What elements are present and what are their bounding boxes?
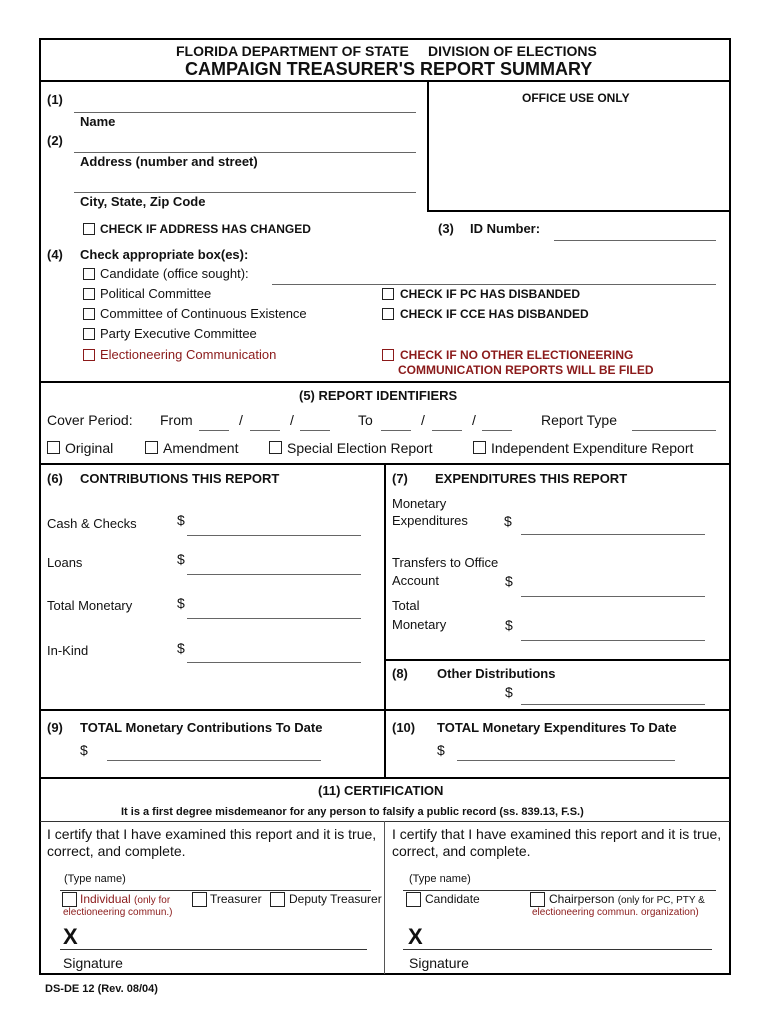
to-day-input[interactable]	[432, 414, 462, 431]
no-other-ec-label-line1: CHECK IF NO OTHER ELECTIONEERING	[400, 348, 634, 362]
total-monetary-contrib-label: Total Monetary	[47, 598, 133, 613]
total-monetary-exp-label-2: Monetary	[392, 617, 447, 632]
cce-disbanded-checkbox[interactable]	[382, 308, 394, 320]
political-committee-checkbox[interactable]	[83, 288, 95, 300]
from-label: From	[160, 412, 193, 428]
address-changed-label: CHECK IF ADDRESS HAS CHANGED	[100, 222, 311, 236]
signature-line-right[interactable]	[403, 935, 712, 950]
original-checkbox[interactable]	[47, 441, 60, 454]
monetary-expenditures-label-1: Monetary	[392, 496, 447, 511]
no-other-ec-checkbox[interactable]	[382, 349, 394, 361]
cce-checkbox[interactable]	[83, 308, 95, 320]
report-type-label: Report Type	[541, 412, 618, 428]
cce-disbanded-label: CHECK IF CCE HAS DISBANDED	[400, 307, 589, 321]
page-title: CAMPAIGN TREASURER'S REPORT SUMMARY	[185, 59, 593, 79]
id-number-input[interactable]	[554, 224, 716, 241]
divider	[40, 80, 730, 82]
chairperson-note: (only for PC, PTY &	[617, 895, 705, 906]
item-number-10: (10)	[392, 720, 416, 735]
to-year-input[interactable]	[482, 414, 512, 431]
other-distributions-input[interactable]	[521, 688, 705, 705]
date-separator: /	[239, 412, 243, 428]
currency-symbol: $	[177, 551, 185, 567]
certification-heading: (11) CERTIFICATION	[318, 783, 444, 798]
item-number-2: (2)	[47, 133, 63, 148]
typed-name-right-input[interactable]	[403, 874, 716, 891]
divider	[40, 381, 730, 383]
original-label: Original	[65, 440, 114, 456]
independent-expenditure-checkbox[interactable]	[473, 441, 486, 454]
candidate-cert-checkbox[interactable]	[406, 892, 421, 907]
total-contributions-heading: TOTAL Monetary Contributions To Date	[80, 720, 323, 735]
candidate-cert-label: Candidate	[425, 892, 480, 906]
individual-checkbox[interactable]	[62, 892, 77, 907]
city-state-zip-label: City, State, Zip Code	[80, 194, 206, 209]
column-divider	[384, 463, 386, 779]
cash-checks-input[interactable]	[187, 519, 361, 536]
total-expenditures-heading: TOTAL Monetary Expenditures To Date	[437, 720, 677, 735]
report-identifiers-heading: (5) REPORT IDENTIFIERS	[299, 388, 458, 403]
transfers-label-1: Transfers to Office	[392, 555, 499, 570]
chairperson-label-text: Chairperson	[549, 892, 615, 906]
deputy-treasurer-label: Deputy Treasurer	[289, 892, 382, 906]
independent-expenditure-label: Independent Expenditure Report	[491, 440, 694, 456]
typed-name-left-input[interactable]	[60, 874, 371, 891]
treasurer-label: Treasurer	[210, 892, 262, 906]
loans-label: Loans	[47, 555, 83, 570]
special-election-label: Special Election Report	[287, 440, 433, 456]
amendment-checkbox[interactable]	[145, 441, 158, 454]
address-changed-checkbox[interactable]	[83, 223, 95, 235]
in-kind-input[interactable]	[187, 646, 361, 663]
report-type-input[interactable]	[632, 414, 716, 431]
candidate-label: Candidate (office sought):	[100, 266, 249, 281]
currency-symbol: $	[437, 742, 445, 758]
contributions-heading: CONTRIBUTIONS THIS REPORT	[80, 471, 280, 486]
monetary-expenditures-label-2: Expenditures	[392, 513, 468, 528]
item-number-4: (4)	[47, 247, 63, 262]
currency-symbol: $	[505, 617, 513, 633]
item-number-7: (7)	[392, 471, 408, 486]
chairperson-checkbox[interactable]	[530, 892, 545, 907]
total-contributions-input[interactable]	[107, 744, 321, 761]
certify-statement-right-1: I certify that I have examined this report and it is true,	[392, 826, 722, 842]
date-separator: /	[472, 412, 476, 428]
name-label: Name	[80, 114, 116, 129]
amendment-label: Amendment	[163, 440, 239, 456]
currency-symbol: $	[504, 513, 512, 529]
total-monetary-exp-input[interactable]	[521, 624, 705, 641]
city-state-zip-input[interactable]	[74, 176, 416, 193]
office-use-only-label: OFFICE USE ONLY	[522, 91, 630, 105]
certify-statement-left-1: I certify that I have examined this report and it is true,	[47, 826, 377, 842]
item-number-3: (3)	[438, 221, 454, 236]
from-day-input[interactable]	[250, 414, 280, 431]
form-id: DS-DE 12 (Rev. 08/04)	[45, 983, 158, 995]
in-kind-label: In-Kind	[47, 643, 89, 658]
currency-symbol: $	[177, 640, 185, 656]
item-number-1: (1)	[47, 92, 63, 107]
transfers-label-2: Account	[392, 573, 439, 588]
individual-note: (only for	[134, 895, 171, 906]
signature-label-left: Signature	[63, 955, 123, 971]
total-monetary-exp-label-1: Total	[392, 598, 420, 613]
signature-label-right: Signature	[409, 955, 469, 971]
pc-disbanded-checkbox[interactable]	[382, 288, 394, 300]
from-year-input[interactable]	[300, 414, 330, 431]
currency-symbol: $	[80, 742, 88, 758]
signature-x-mark-left: X	[63, 924, 78, 949]
currency-symbol: $	[505, 684, 513, 700]
individual-label-text: Individual	[80, 892, 131, 906]
certify-statement-right-2: correct, and complete.	[392, 843, 531, 859]
to-month-input[interactable]	[381, 414, 411, 431]
party-executive-checkbox[interactable]	[83, 328, 95, 340]
individual-note-2: electioneering commun.)	[63, 907, 173, 918]
certification-warning: It is a first degree misdemeanor for any person to falsify a public record (ss. 839.13, F.S.)	[121, 806, 584, 818]
transfers-input[interactable]	[521, 580, 705, 597]
to-label: To	[358, 412, 373, 428]
political-committee-label: Political Committee	[100, 286, 212, 301]
divider	[40, 777, 730, 779]
office-box-left-border	[427, 80, 429, 212]
chairperson-note-2: electioneering commun. organization)	[532, 907, 699, 918]
signature-x-mark-right: X	[408, 924, 423, 949]
currency-symbol: $	[177, 595, 185, 611]
cover-period-label: Cover Period:	[47, 412, 133, 428]
individual-label	[80, 893, 170, 907]
office-box-bottom-border	[427, 210, 730, 212]
id-number-label: ID Number:	[470, 221, 541, 236]
special-election-checkbox[interactable]	[269, 441, 282, 454]
monetary-expenditures-input[interactable]	[521, 518, 705, 535]
type-name-label-left: (Type name)	[64, 873, 126, 885]
electioneering-checkbox[interactable]	[83, 349, 95, 361]
expenditures-heading: EXPENDITURES THIS REPORT	[435, 471, 628, 486]
chairperson-label	[549, 893, 705, 907]
no-other-ec-label-line2: COMMUNICATION REPORTS WILL BE FILED	[398, 363, 654, 377]
from-month-input[interactable]	[199, 414, 229, 431]
divider	[384, 659, 730, 661]
division-name: DIVISION OF ELECTIONS	[428, 43, 597, 59]
date-separator: /	[421, 412, 425, 428]
currency-symbol: $	[505, 573, 513, 589]
electioneering-label: Electioneering Communication	[100, 347, 277, 362]
divider	[40, 821, 730, 822]
address-label: Address (number and street)	[80, 154, 258, 169]
divider	[40, 709, 730, 711]
deputy-treasurer-checkbox[interactable]	[270, 892, 285, 907]
cash-checks-label: Cash & Checks	[47, 516, 137, 531]
agency-name: FLORIDA DEPARTMENT OF STATE	[176, 43, 409, 59]
item-number-8: (8)	[392, 666, 408, 681]
total-expenditures-input[interactable]	[457, 744, 675, 761]
party-executive-label: Party Executive Committee	[100, 326, 257, 341]
address-input[interactable]	[74, 136, 416, 153]
certify-statement-left-2: correct, and complete.	[47, 843, 186, 859]
office-sought-input[interactable]	[272, 268, 716, 285]
item-number-6: (6)	[47, 471, 63, 486]
total-monetary-contrib-input[interactable]	[187, 602, 361, 619]
other-distributions-heading: Other Distributions	[437, 666, 556, 681]
signature-line-left[interactable]	[60, 935, 367, 950]
pc-disbanded-label: CHECK IF PC HAS DISBANDED	[400, 287, 581, 301]
currency-symbol: $	[177, 512, 185, 528]
item-number-9: (9)	[47, 720, 63, 735]
filer-type-heading: Check appropriate box(es):	[80, 247, 249, 262]
cce-label: Committee of Continuous Existence	[100, 306, 307, 321]
candidate-checkbox[interactable]	[83, 268, 95, 280]
loans-input[interactable]	[187, 558, 361, 575]
name-input[interactable]	[74, 96, 416, 113]
date-separator: /	[290, 412, 294, 428]
column-divider	[384, 821, 385, 974]
type-name-label-right: (Type name)	[409, 873, 471, 885]
treasurer-checkbox[interactable]	[192, 892, 207, 907]
